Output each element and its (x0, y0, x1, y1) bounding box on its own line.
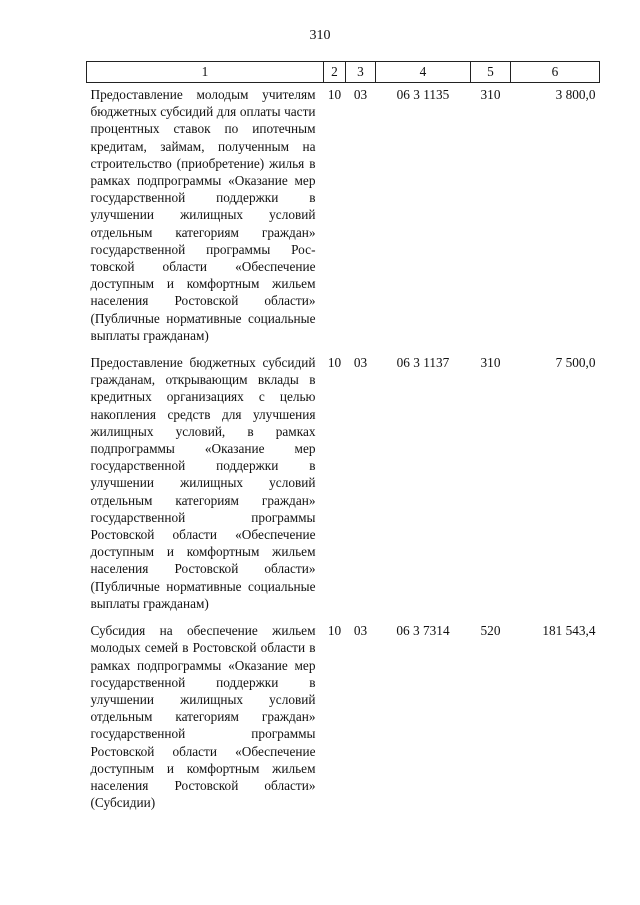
row-target-article: 06 3 1135 (396, 87, 450, 102)
header-col-6: 6 (511, 62, 600, 83)
row-section: 10 (327, 355, 342, 371)
row-subsection: 03 (353, 355, 368, 371)
table-header (87, 62, 600, 83)
row-subsection: 03 (353, 623, 368, 639)
row-target-article: 06 3 7314 (396, 623, 450, 639)
table-row (87, 351, 600, 619)
row-subsection: 03 (353, 87, 368, 102)
row-description: Предоставление молодым учителям бюджетных субсидий для оплаты части процентных ставок по ипотечным кредитам, займам, полученным на строительство (приобретение) жилья в рамках подпрограммы «Оказание мер государственной поддержки в улучшении жилищных условий отдельным категориям граждан» государственной программы Ростовской области «Обеспечение доступным и комфортным жильем населения Ростовской области» (Публичные нормативные социальные выплаты гражданам) (90, 87, 316, 343)
row-expense-type: 310 (480, 87, 501, 102)
header-col-1: 1 (87, 62, 324, 83)
header-col-5: 5 (471, 62, 511, 83)
table-body (87, 83, 600, 819)
row-amount: 3 800,0 (555, 87, 596, 102)
row-expense-type: 520 (480, 623, 501, 639)
row-description: Предоставление бюджетных субсидий гражданам, открывающим вклады в кредитных организациях с целью накопления средств для улучшения жилищных условий, в рамках подпрограммы «Оказание мер государственной поддержки в улучшении жилищных условий отдельным категориям граждан» государственной программы Ростовской области «Обеспечение доступным и комфортным жильем населения Ростовской области» (Публичные нормативные социальные выплаты гражданам) (90, 355, 316, 611)
row-section: 10 (327, 623, 342, 639)
table-row (87, 83, 600, 352)
header-row (87, 62, 600, 83)
budget-table (86, 61, 600, 818)
header-col-3: 3 (346, 62, 376, 83)
table-row (87, 619, 600, 818)
row-target-article: 06 3 1137 (396, 355, 450, 371)
row-description: Субсидия на обеспечение жильем молодых семей в Ростовской области в рамках подпрограммы «Оказание мер государственной поддержки в улучшении жилищных условий отдельным категориям граждан» государственной программы Ростовской области «Обеспечение доступным и комфортным жильем населения Ростовской области» (Субсидии) (90, 623, 316, 811)
row-section: 10 (327, 87, 342, 102)
page-number: 310 (309, 28, 331, 43)
row-expense-type: 310 (480, 355, 501, 371)
header-col-4: 4 (376, 62, 471, 83)
header-col-2: 2 (324, 62, 346, 83)
row-amount: 181 543,4 (542, 623, 596, 639)
row-amount: 7 500,0 (555, 355, 596, 371)
